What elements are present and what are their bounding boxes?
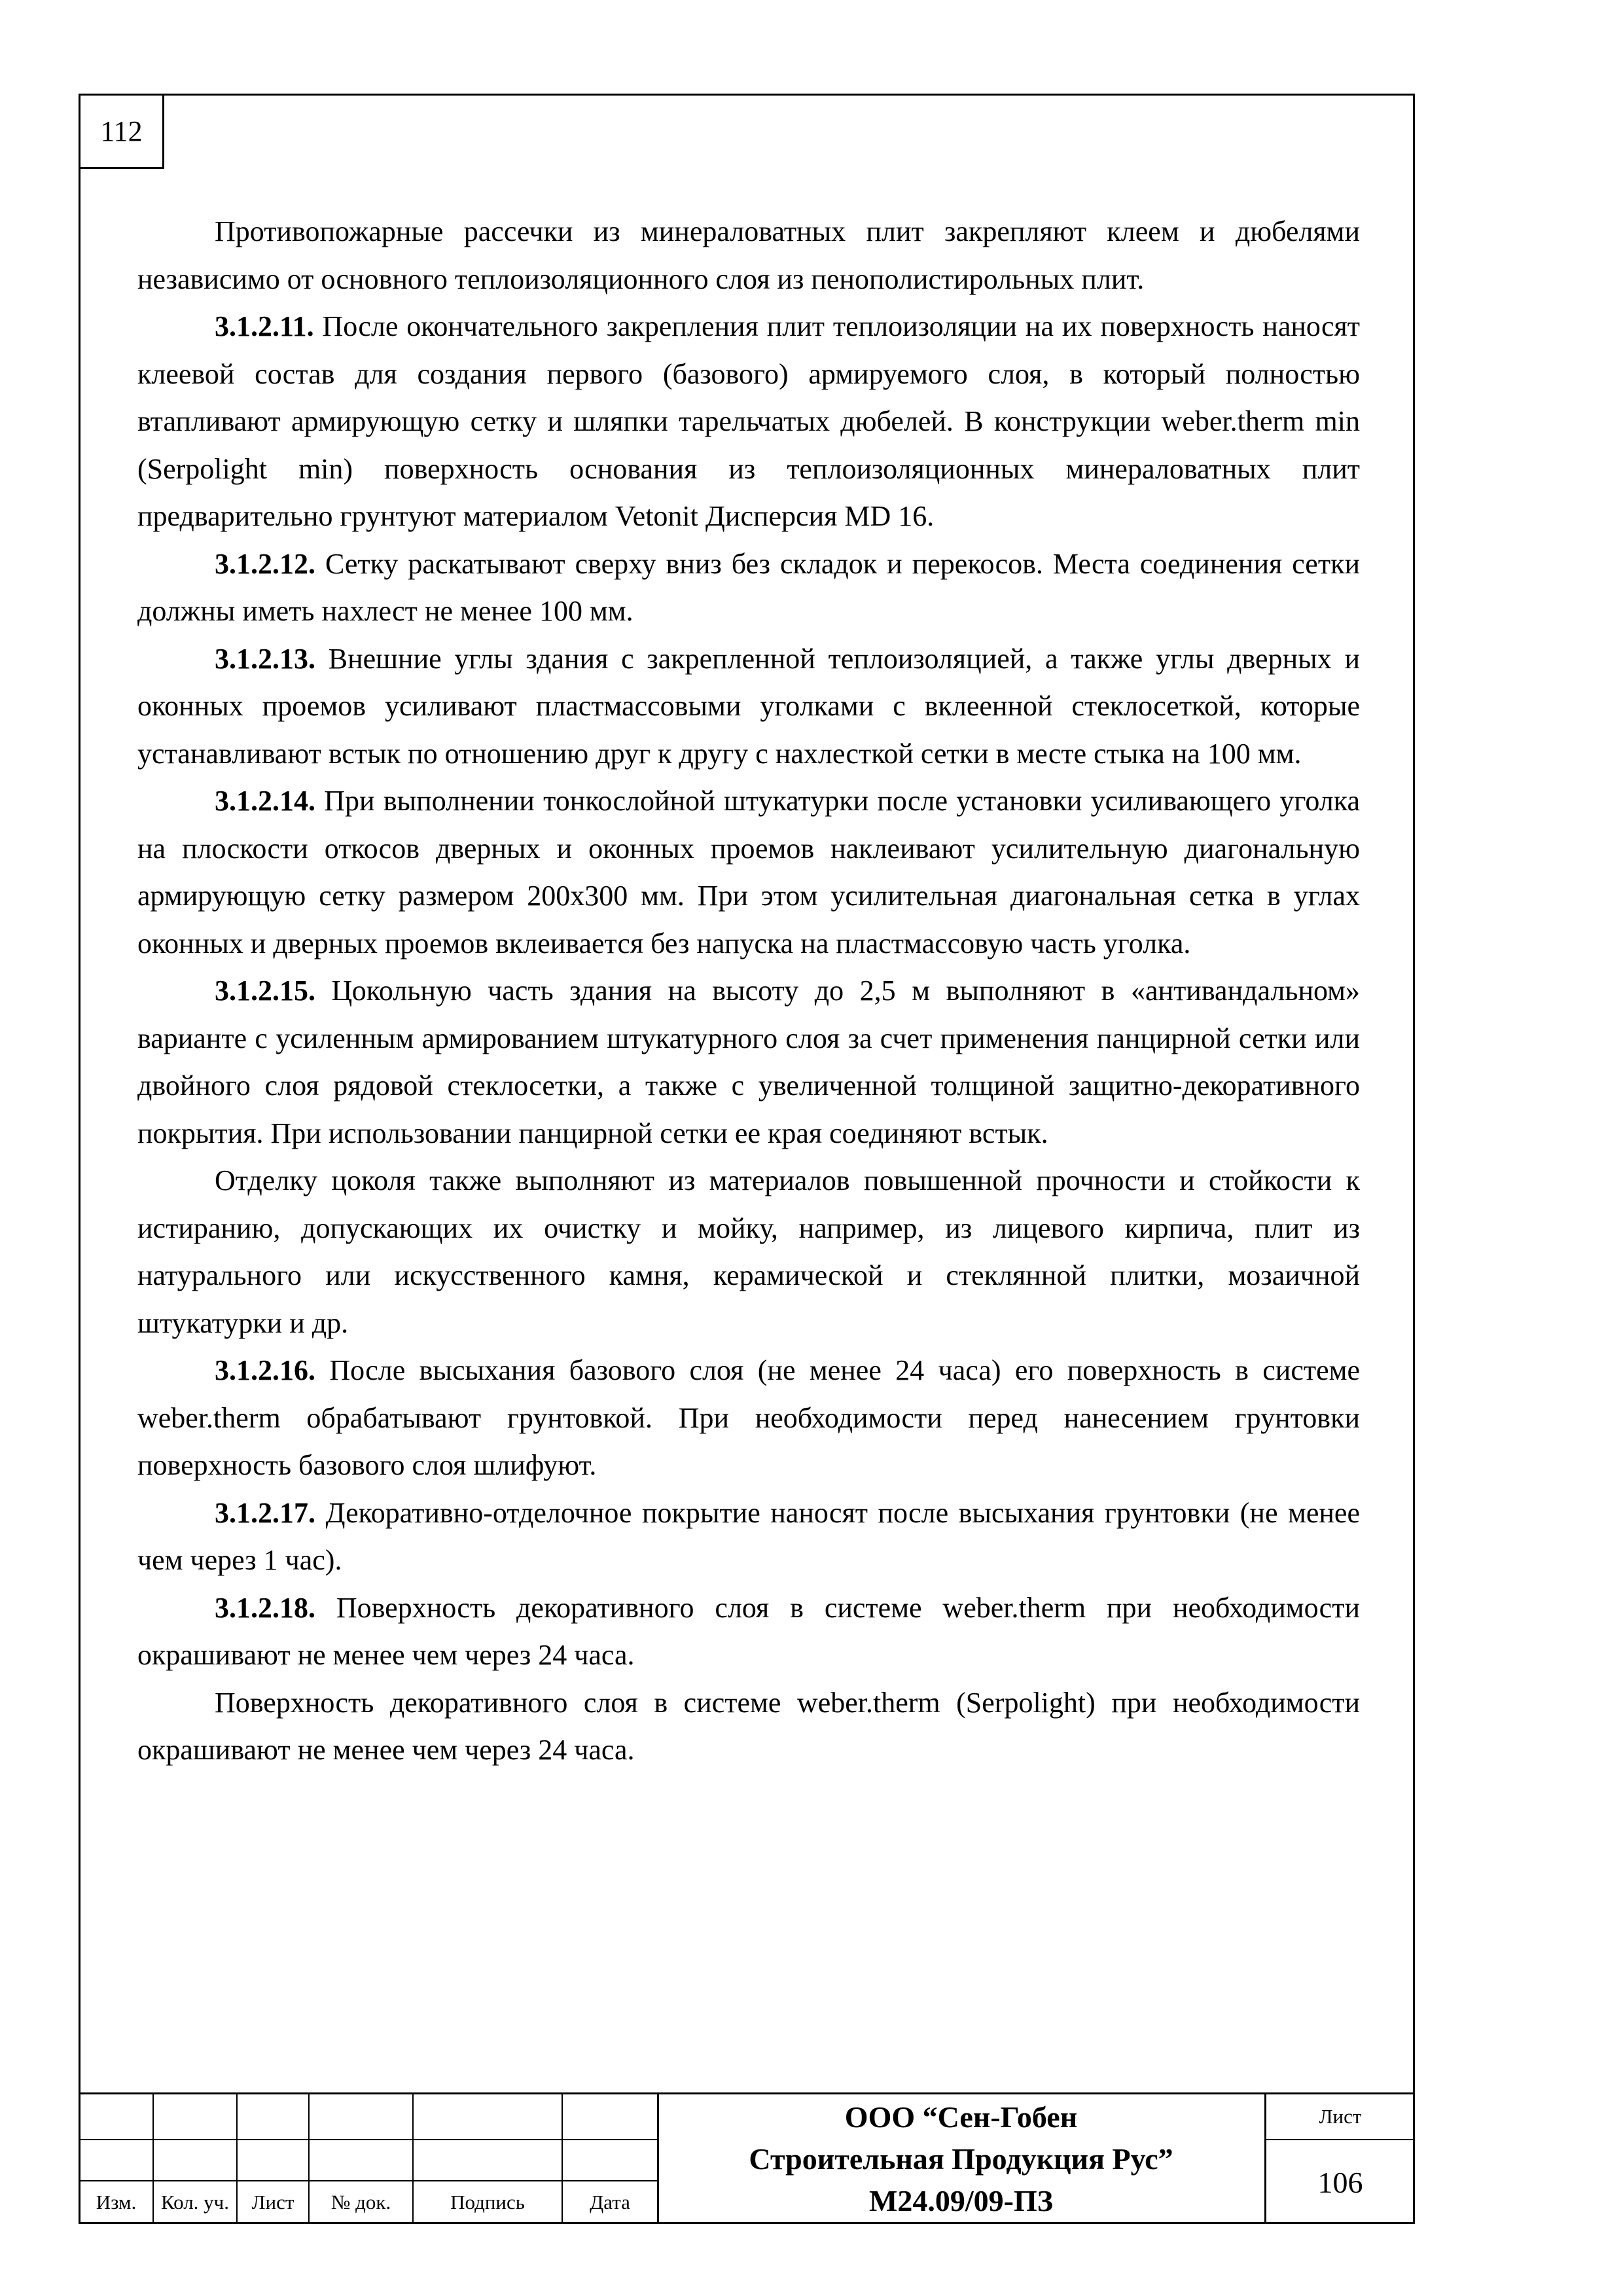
paragraph: 3.1.2.16. После высыхания базового слоя (не менее 24 часа) его поверхность в системе weber.therm обрабатывают грунтовкой. При необходимости перед нанесением грунтовки поверхность базового слоя шлифуют. xyxy=(137,1354,1360,1481)
title-block-sheet-divider xyxy=(1266,2139,1415,2140)
sheet-number: 106 xyxy=(1317,2166,1363,2199)
paragraph: 3.1.2.13. Внешние углы здания с закрепленной теплоизоляцией, а также углы дверных и оконных проемов усиливают пластмассовыми уголками с вклеенной стеклосеткой, которые устанавливают встык по отношению друг к другу с нахлесткой сетки в месте стыка на 100 мм. xyxy=(137,642,1360,770)
document-body xyxy=(137,208,1360,1774)
sheet-label: Лист xyxy=(1319,2105,1362,2128)
corner-page-number xyxy=(79,94,164,169)
corner-page-number-text: 112 xyxy=(100,115,143,147)
paragraph: 3.1.2.11. После окончательного закрепления плит теплоизоляции на их поверхность наносят клеевой состав для создания первого (базового) армируемого слоя, в который полностью втапливают армирующую сетку и шляпки тарельчатых дюбелей. В конструкции weber.therm min (Serpolight min) поверхность основания из теплоизоляционных минераловатных плит предварительно грунтуют материалом Vetonit Дисперсия MD 16. xyxy=(137,310,1360,532)
title-block-row-divider xyxy=(79,2139,658,2140)
paragraph: 3.1.2.18. Поверхность декоративного слоя в системе weber.therm при необходимости окрашивают не менее чем через 24 часа. xyxy=(137,1591,1360,1671)
company-name-line2: Строительная Продукция Рус” xyxy=(749,2142,1173,2176)
paragraph: 3.1.2.17. Декоративно-отделочное покрытие наносят после высыхания грунтовки (не менее чем через 1 час). xyxy=(137,1496,1360,1576)
paragraph: Отделку цоколя также выполняют из материалов повышенной прочности и стойкости к истиранию, допускающих их очистку и мойку, например, из лицевого кирпича, плит из натурального или искусственного камня, керамической и стеклянной плитки, мозаичной штукатурки и др. xyxy=(137,1164,1360,1339)
title-block-col-label: Дата xyxy=(590,2190,630,2214)
title-block-col-label: № док. xyxy=(330,2190,391,2214)
paragraph: Поверхность декоративного слоя в системе weber.therm (Serpolight) при необходимости окрашивают не менее чем через 24 часа. xyxy=(137,1686,1360,1766)
paragraph: Противопожарные рассечки из минераловатных плит закрепляют клеем и дюбелями независимо от основного теплоизоляционного слоя из пенополистирольных плит. xyxy=(137,215,1360,295)
title-block-col-label: Подпись xyxy=(450,2190,525,2214)
title-block-col-label: Лист xyxy=(251,2190,294,2214)
title-block-col-label: Изм. xyxy=(96,2190,137,2214)
paragraph: 3.1.2.14. При выполнении тонкослойной штукатурки после установки усиливающего уголка на плоскости откосов дверных и оконных проемов наклеивают усилительную диагональную армирующую сетку размером 200х300 мм. При этом усилительная диагональная сетка в углах оконных и дверных проемов вклеивается без напуска на пластмассовую часть уголка. xyxy=(137,785,1360,960)
paragraph: 3.1.2.15. Цокольную часть здания на высоту до 2,5 м выполняют в «антивандальном» варианте с усиленным армированием штукатурного слоя за счет применения панцирной сетки или двойного слоя рядовой стеклосетки, а также с увеличенной толщиной защитно-декоративного покрытия. При использовании панцирной сетки ее края соединяют встык. xyxy=(137,975,1360,1149)
title-block-company xyxy=(658,2094,1264,2224)
title-block-col-label: Кол. уч. xyxy=(160,2190,230,2214)
company-name-line1: ООО “Сен-Гобен xyxy=(844,2100,1078,2134)
paragraph: 3.1.2.12. Сетку раскатывают сверху вниз без складок и перекосов. Места соединения сетки должны иметь нахлест не менее 100 мм. xyxy=(137,547,1360,627)
document-code: М24.09/09-ПЗ xyxy=(868,2184,1054,2217)
